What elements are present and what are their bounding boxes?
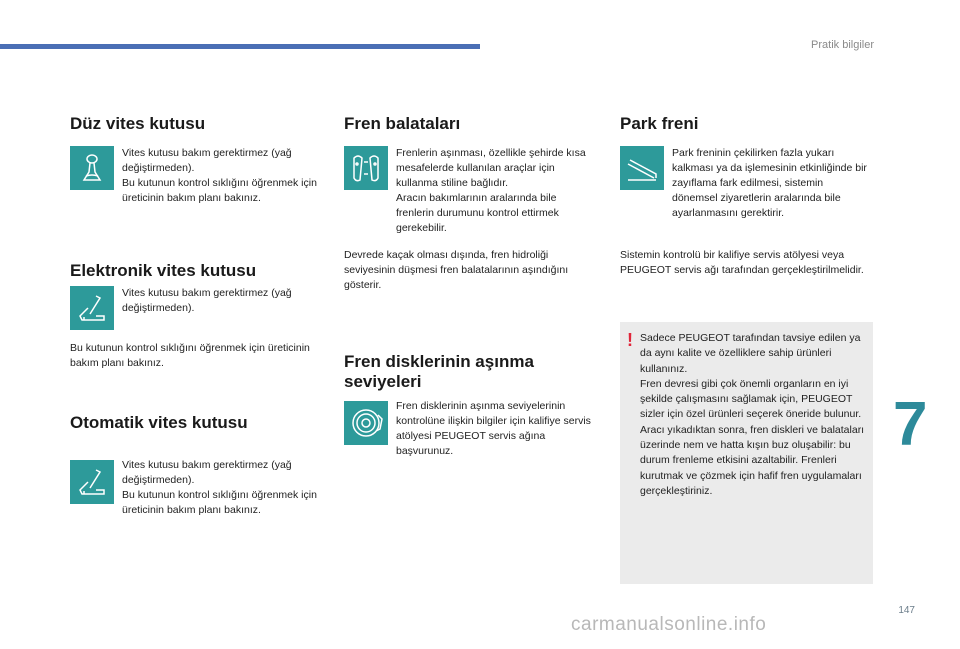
manual-gearbox-text: Vites kutusu bakım gerektirmez (yağ değiştirmeden). Bu kutunun kontrol sıklığını öğrenmek için üreticinin bakım planı bakınız. bbox=[122, 147, 317, 204]
parking-brake-note: Sistemin kontrolü bir kalifiye servis atölyesi veya PEUGEOT servis ağı tarafından gerçekleştirilmelidir. bbox=[620, 249, 864, 276]
parking-brake-text: Park freninin çekilirken fazla yukarı kalkması ya da işlemesinin etkinliğinde bir zayıflama fark edilmesi, sistemin dönemsel ziyaretlerin aralarında bile ayarlanmasını gerektirir. bbox=[672, 147, 867, 219]
warning-exclamation-icon: ! bbox=[627, 330, 633, 350]
manual-gear-lever-icon bbox=[70, 146, 114, 190]
brake-pads-title: Fren balataları bbox=[344, 114, 461, 133]
electronic-gearbox-note: Bu kutunun kontrol sıklığını öğrenmek için üreticinin bakım planı bakınız. bbox=[70, 342, 310, 369]
brake-pads-text: Frenlerin aşınması, özellikle şehirde kısa mesafelerde kullanılan araçlar için kullanma stiline bağlıdır. Aracın bakımlarının aralarında bile frenlerin durumunu kontrol ettirmek gerekebilir. bbox=[396, 147, 586, 234]
parking-brake-title: Park freni bbox=[620, 114, 699, 133]
automatic-gear-lever-icon bbox=[70, 460, 114, 504]
header-accent-bar bbox=[0, 44, 480, 49]
brake-discs-text: Fren disklerinin aşınma seviyelerinin kontrolüne ilişkin bilgiler için kalifiye servis atölyesi PEUGEOT servis ağına başvurunuz. bbox=[396, 400, 591, 457]
brake-pads-icon bbox=[344, 146, 388, 190]
chapter-number: 7 bbox=[893, 390, 928, 459]
page-number: 147 bbox=[898, 605, 915, 616]
warning-text: Sadece PEUGEOT tarafından tavsiye edilen ya da aynı kalite ve özelliklere sahip ürünleri kullanınız. Fren devresi gibi çok önemli organların en iyi şekilde çalışmasını sağlamak için, PEUGEOT sizler için özel ürünleri seçerek öneride bulunur. Aracı yıkadıktan sonra, fren diskleri ve balataları üzerinde nem ve hatta kışın buz oluşabilir: bu durum frenleme etkisini azaltabilir. Frenleri kurutmak ve çözmek için hafif fren uygulamaları gerçekleştiriniz. bbox=[640, 332, 865, 497]
manual-gearbox-title: Düz vites kutusu bbox=[70, 114, 206, 133]
automatic-gearbox-text: Vites kutusu bakım gerektirmez (yağ değiştirmeden). Bu kutunun kontrol sıklığını öğrenmek için üreticinin bakım planı bakınız. bbox=[122, 459, 317, 516]
brake-disc-icon bbox=[344, 401, 388, 445]
watermark: carmanualsonline.info bbox=[571, 614, 767, 635]
brake-discs-title: Fren disklerinin aşınma seviyeleri bbox=[344, 352, 534, 391]
parking-brake-lever-icon bbox=[620, 146, 664, 190]
electronic-gearbox-text: Vites kutusu bakım gerektirmez (yağ değiştirmeden). bbox=[122, 287, 292, 314]
electronic-gearbox-title: Elektronik vites kutusu bbox=[70, 261, 257, 280]
electronic-gear-lever-icon bbox=[70, 286, 114, 330]
section-header-title: Pratik bilgiler bbox=[811, 39, 874, 51]
automatic-gearbox-title: Otomatik vites kutusu bbox=[70, 413, 248, 432]
brake-pads-note: Devrede kaçak olması dışında, fren hidroliği seviyesinin düşmesi fren balatalarının aşındığını gösterir. bbox=[344, 249, 569, 291]
